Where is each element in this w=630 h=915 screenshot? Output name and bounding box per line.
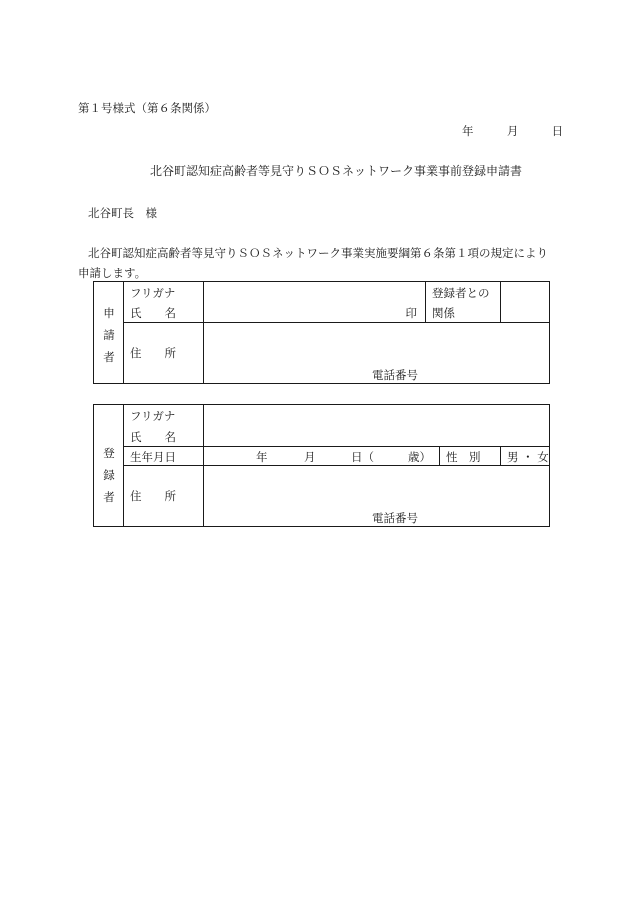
birth-label: 生年月日: [130, 450, 176, 464]
form-number: 第１号様式（第６条関係）: [78, 101, 216, 115]
applicant-address-field[interactable]: [204, 323, 550, 384]
registrant-address-field[interactable]: [204, 466, 550, 527]
registrant-phone-label: 電話番号: [372, 511, 418, 525]
applicant-section-label: 申 請 者: [103, 306, 115, 364]
relation-label-cell: [426, 282, 501, 323]
applicant-furigana-label: フリガナ: [130, 286, 176, 300]
registrant-name-label-cell: [124, 405, 204, 447]
sex-label: 性 別: [446, 450, 481, 464]
date-line: [462, 123, 563, 139]
applicant-table: [93, 281, 550, 384]
relation-field[interactable]: [501, 282, 550, 323]
seal-mark: 印: [405, 306, 417, 320]
registrant-name-field[interactable]: [204, 405, 550, 447]
registrant-name-label: 氏 名: [130, 430, 176, 444]
relation-label-2: 関係: [432, 306, 455, 320]
registrant-address-label-cell: [124, 466, 204, 527]
date-year-label: 年: [462, 124, 474, 138]
sex-field[interactable]: [501, 447, 550, 466]
applicant-name-field[interactable]: [204, 282, 426, 323]
registrant-section-label: 登 録 者: [103, 446, 115, 504]
birth-year-label: 年: [256, 450, 268, 464]
sex-options: 男 ・ 女: [507, 450, 549, 464]
birth-field[interactable]: [204, 447, 440, 466]
document-title: 北谷町認知症高齢者等見守りＳＯＳネットワーク事業事前登録申請書: [150, 164, 523, 178]
age-label: 歳）: [408, 450, 431, 464]
registrant-furigana-label: フリガナ: [130, 409, 176, 423]
registrant-table: [93, 404, 550, 527]
applicant-phone-label: 電話番号: [372, 368, 418, 382]
applicant-section-cell: [94, 282, 124, 384]
date-month-label: 月: [506, 124, 519, 138]
sex-label-cell: [440, 447, 501, 466]
registrant-section-cell: [94, 405, 124, 527]
applicant-name-label-cell: [124, 282, 204, 323]
relation-label-1: 登録者との: [432, 286, 490, 300]
birth-label-cell: [124, 447, 204, 466]
addressee: 北谷町長 様: [88, 206, 157, 220]
applicant-address-label: 住 所: [130, 346, 176, 360]
birth-month-label: 月: [304, 450, 316, 464]
applicant-name-label: 氏 名: [130, 306, 176, 320]
date-day-label: 日: [551, 124, 564, 138]
registrant-address-label: 住 所: [130, 489, 176, 503]
body-text: 北谷町認知症高齢者等見守りＳＯＳネットワーク事業実施要綱第６条第１項の規定により申請します。: [78, 246, 548, 280]
applicant-address-label-cell: [124, 323, 204, 384]
birth-day-label: 日（: [351, 450, 374, 464]
